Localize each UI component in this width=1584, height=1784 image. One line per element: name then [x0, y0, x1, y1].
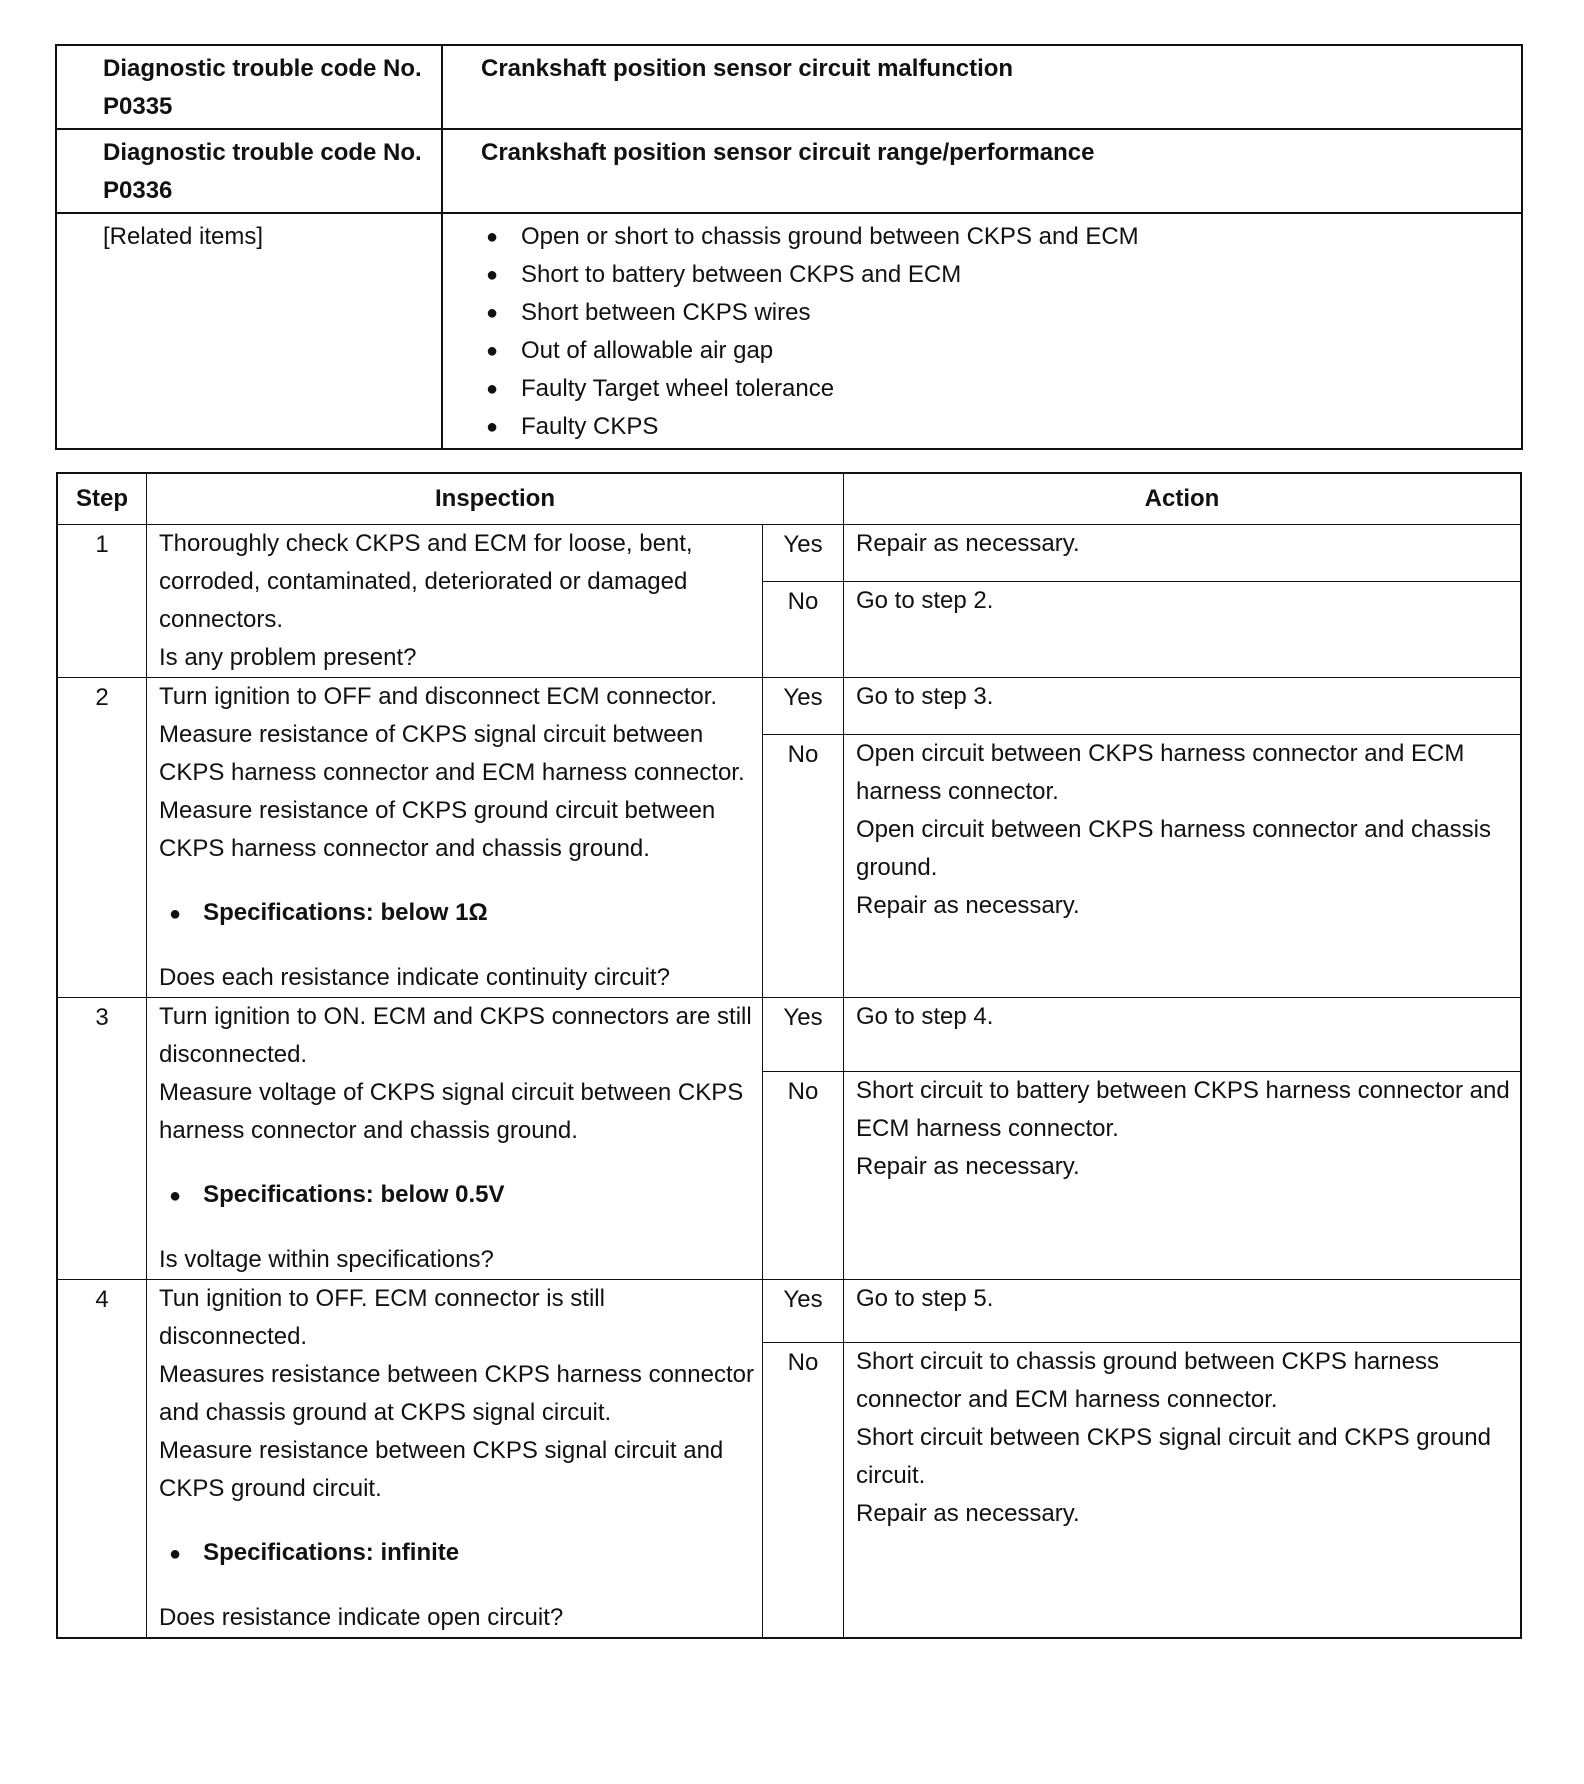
inspection-question: Is voltage within specifications?	[159, 1246, 494, 1273]
specification: ● Specifications: below 1Ω	[159, 894, 754, 933]
inspection-cell	[147, 525, 763, 678]
steps-header-row	[57, 473, 1521, 525]
table-row	[57, 525, 1521, 582]
inspection-header: Inspection	[147, 473, 844, 525]
list-item: ● Short between CKPS wires	[481, 294, 1513, 332]
inspection-text: Measure resistance of CKPS ground circuit between CKPS harness connector and chassis ground.	[159, 797, 716, 862]
step-number: 2	[57, 678, 147, 998]
dtc-description: Crankshaft position sensor circuit range/performance	[442, 129, 1522, 213]
dtc-description: Crankshaft position sensor circuit malfunction	[442, 45, 1522, 129]
no-label: No	[763, 734, 844, 997]
step-number: 1	[57, 525, 147, 678]
yes-label: Yes	[763, 525, 844, 582]
action-text: Repair as necessary.	[856, 1500, 1080, 1528]
inspection-question: Does resistance indicate open circuit?	[159, 1604, 564, 1631]
no-action	[844, 582, 1522, 678]
list-item: ● Faulty Target wheel tolerance	[481, 370, 1513, 408]
yes-action: Go to step 3.	[844, 678, 1522, 735]
list-item: ● Open or short to chassis ground between CKPS and ECM	[481, 218, 1513, 256]
list-item: ● Faulty CKPS	[481, 408, 1513, 446]
inspection-cell	[147, 998, 763, 1280]
inspection-text: Measures resistance between CKPS harness connector and chassis ground at CKPS signal circuit.	[159, 1361, 754, 1426]
no-action	[844, 1072, 1522, 1280]
related-items-cell	[442, 213, 1522, 449]
action-text: Repair as necessary.	[856, 891, 1080, 919]
action-text: Short circuit to battery between CKPS harness connector and ECM harness connector.	[856, 1077, 1510, 1143]
action-text: Open circuit between CKPS harness connector and ECM harness connector.	[856, 739, 1465, 805]
list-item: ● Out of allowable air gap	[481, 332, 1513, 370]
inspection-question: Is any problem present?	[159, 644, 417, 671]
inspection-cell	[147, 678, 763, 998]
specification: ● Specifications: below 0.5V	[159, 1176, 754, 1215]
inspection-text: Tun ignition to OFF. ECM connector is still disconnected.	[159, 1285, 605, 1350]
action-header: Action	[844, 473, 1522, 525]
inspection-question: Does each resistance indicate continuity circuit?	[159, 964, 670, 991]
yes-label: Yes	[763, 998, 844, 1072]
no-label: No	[763, 582, 844, 678]
dtc-code-label: Diagnostic trouble code No. P0335	[56, 45, 442, 129]
action-text: Go to step 2.	[856, 587, 994, 614]
related-items-label: [Related items]	[56, 213, 442, 449]
list-item: ● Short to battery between CKPS and ECM	[481, 256, 1513, 294]
step-number: 4	[57, 1280, 147, 1639]
inspection-text: Turn ignition to OFF and disconnect ECM connector.	[159, 683, 718, 710]
table-row	[57, 1280, 1521, 1343]
no-label: No	[763, 1072, 844, 1280]
related-items-list	[481, 218, 1513, 446]
table-row	[57, 678, 1521, 735]
table-row	[57, 998, 1521, 1072]
no-label: No	[763, 1343, 844, 1638]
inspection-cell	[147, 1280, 763, 1639]
inspection-text: Turn ignition to ON. ECM and CKPS connectors are still disconnected.	[159, 1003, 752, 1068]
dtc-row	[56, 45, 1522, 129]
action-text: Open circuit between CKPS harness connector and chassis ground.	[856, 815, 1492, 881]
dtc-code-label: Diagnostic trouble code No. P0336	[56, 129, 442, 213]
yes-action: Go to step 5.	[844, 1280, 1522, 1343]
step-header: Step	[57, 473, 147, 525]
dtc-header-table	[55, 44, 1523, 450]
no-action	[844, 1343, 1522, 1638]
inspection-text: Measure resistance of CKPS signal circuit between CKPS harness connector and ECM harness connector.	[159, 721, 745, 786]
no-action	[844, 734, 1522, 997]
action-text: Short circuit between CKPS signal circuit and CKPS ground circuit.	[856, 1424, 1491, 1490]
inspection-text: Measure voltage of CKPS signal circuit between CKPS harness connector and chassis ground.	[159, 1079, 744, 1144]
inspection-text: Thoroughly check CKPS and ECM for loose, bent, corroded, contaminated, deteriorated or damaged connectors.	[159, 530, 693, 633]
step-number: 3	[57, 998, 147, 1280]
yes-action: Go to step 4.	[844, 998, 1522, 1072]
yes-label: Yes	[763, 1280, 844, 1343]
inspection-text: Measure resistance between CKPS signal circuit and CKPS ground circuit.	[159, 1437, 724, 1502]
steps-table	[56, 472, 1522, 1639]
action-text: Short circuit to chassis ground between CKPS harness connector and ECM harness connector.	[856, 1348, 1439, 1414]
action-text: Repair as necessary.	[856, 1153, 1080, 1181]
dtc-row	[56, 129, 1522, 213]
yes-action: Repair as necessary.	[844, 525, 1522, 582]
yes-label: Yes	[763, 678, 844, 735]
specification: ● Specifications: infinite	[159, 1534, 754, 1573]
related-items-row	[56, 213, 1522, 449]
